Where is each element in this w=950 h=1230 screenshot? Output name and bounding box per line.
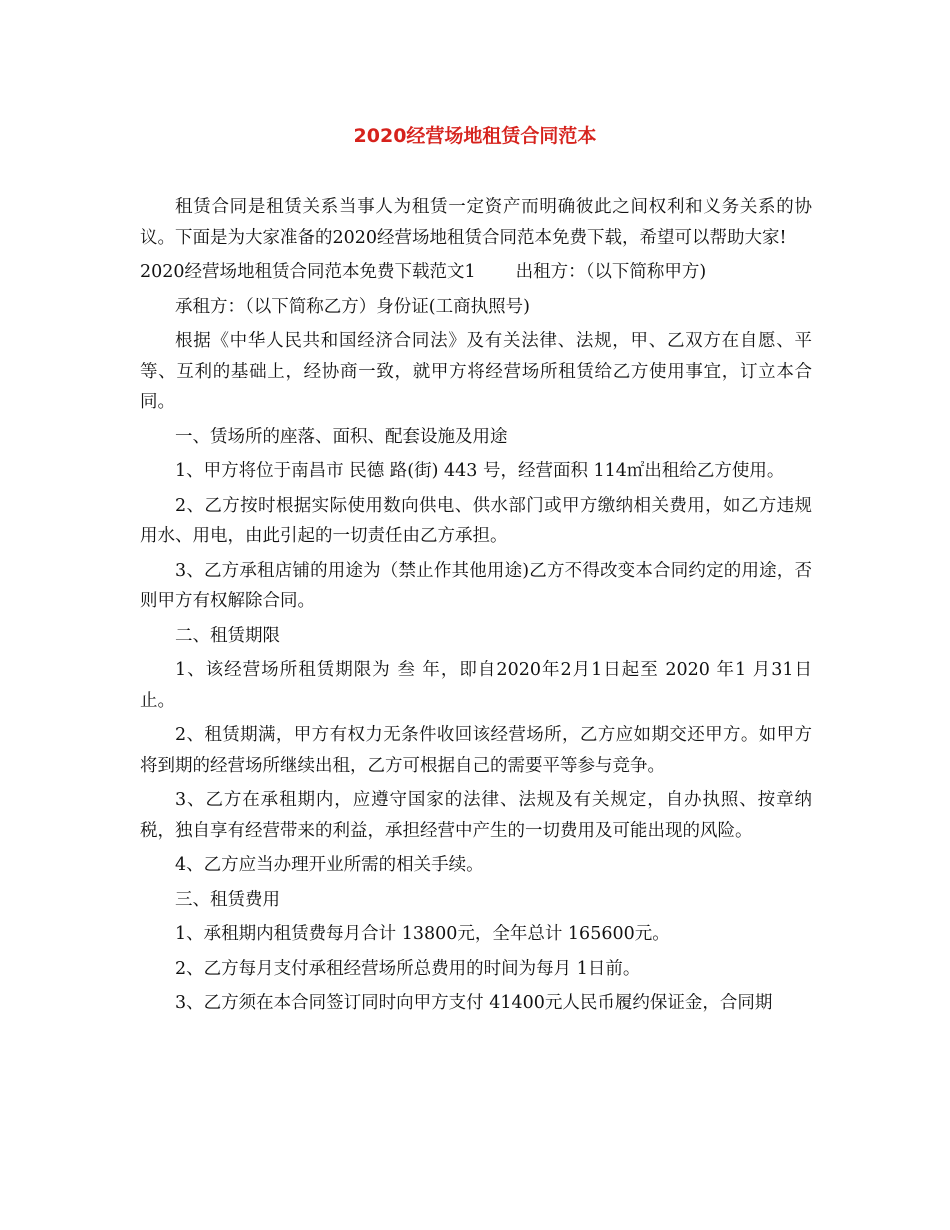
lessor-line: 出租方：（以下简称甲方) (515, 262, 707, 282)
clause: 2、乙方按时根据实际使用数向供电、供水部门或甲方缴纳相关费用，如乙方违规用水、用电，由此引起的一切责任由乙方承担。 (140, 495, 812, 546)
clause: 3、乙方承租店铺的用途为（禁止作其他用途)乙方不得改变本合同约定的用途，否则甲方有权解除合同。 (140, 560, 812, 611)
clause: 1、甲方将位于南昌市 民德 路(街) 443 号，经营面积 114㎡出租给乙方使用。 (175, 461, 785, 481)
document-title: 2020经营场地租赁合同范本 (353, 125, 597, 147)
section-heading: 三、租赁费用 (175, 889, 280, 910)
clause: 4、乙方应当办理开业所需的相关手续。 (175, 855, 484, 875)
clause: 1、该经营场所租赁期限为 叁 年，即自2020年2月1日起至 2020 年1 月31日止。 (140, 660, 812, 711)
clause: 3、乙方须在本合同签订同时向甲方支付 41400元人民币履约保证金，合同期 (175, 993, 773, 1013)
intro-paragraph: 租赁合同是租赁关系当事人为租赁一定资产而明确彼此之间权利和义务关系的协议。下面是为大家准备的2020经营场地租赁合同范本免费下载，希望可以帮助大家! (140, 197, 812, 248)
clause: 1、承租期内租赁费每月合计 13800元，全年总计 165600元。 (175, 924, 670, 944)
document-body (140, 192, 812, 1023)
lessee-line: 承租方：（以下简称乙方）身份证(工商执照号) (175, 296, 530, 317)
section-heading: 一、赁场所的座落、面积、配套设施及用途 (175, 426, 508, 447)
clause: 2、租赁期满，甲方有权力无条件收回该经营场所，乙方应如期交还甲方。如甲方将到期的经营场所继续出租，乙方可根据自己的需要平等参与竞争。 (140, 725, 812, 776)
section-heading: 二、租赁期限 (175, 625, 280, 646)
preamble-paragraph: 根据《中华人民共和国经济合同法》及有关法律、法规，甲、乙双方在自愿、平等、互利的基础上，经协商一致，就甲方将经营场所租赁给乙方使用事宜，订立本合同。 (140, 331, 812, 412)
clause: 2、乙方每月支付承租经营场所总费用的时间为每月 1日前。 (175, 958, 641, 979)
sample-heading-line (140, 257, 812, 288)
sample-heading: 2020经营场地租赁合同范本免费下载范文1 (140, 262, 476, 282)
clause: 3、乙方在承租期内，应遵守国家的法律、法规及有关规定，自办执照、按章纳税，独自享有经营带来的利益，承担经营中产生的一切费用及可能出现的风险。 (140, 790, 812, 841)
